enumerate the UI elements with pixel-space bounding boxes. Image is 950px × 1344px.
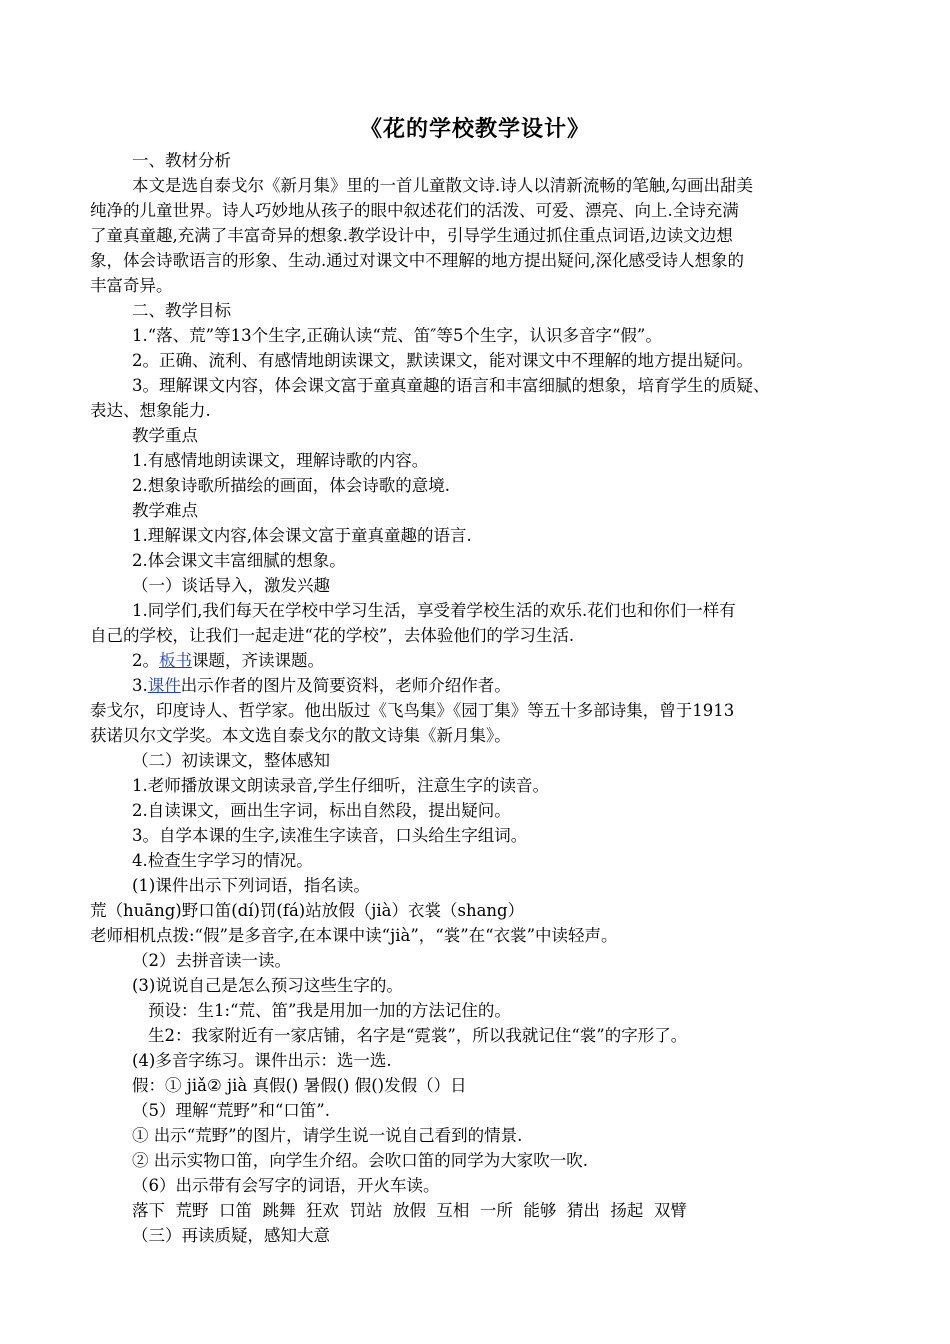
paragraph-line: 了童真童趣,充满了丰富奇异的想象.教学设计中，引导学生通过抓住重点词语,边读文边想 — [90, 226, 733, 245]
section-heading: （三）再读质疑，感知大意 — [132, 1226, 330, 1245]
paragraph-line — [132, 650, 324, 672]
line-rest: 出示作者的图片及简要资料，老师介绍作者。 — [180, 676, 511, 695]
section-heading: （二）初读课文，整体感知 — [132, 751, 330, 770]
paragraph-line: 表达、想象能力. — [90, 401, 211, 420]
paragraph-line: 2.自读课文，画出生字词，标出自然段，提出疑问。 — [132, 801, 511, 820]
banshu-link[interactable]: 板书 — [159, 651, 192, 670]
paragraph-line: 2.体会课文丰富细腻的想象。 — [132, 551, 346, 570]
paragraph-line: 丰富奇异。 — [90, 276, 173, 295]
paragraph-line: （6）出示带有会写字的词语，开火车读。 — [132, 1176, 440, 1195]
line-prefix: 3. — [132, 676, 148, 695]
paragraph-line: 纯净的儿童世界。诗人巧妙地从孩子的眼中叙述花们的活泼、可爱、漂亮、向上.全诗充满 — [90, 201, 739, 220]
paragraph-line: 假：① jiǎ② jià 真假() 暑假() 假()发假（）日 — [132, 1076, 467, 1095]
section-heading: 教学难点 — [132, 501, 198, 520]
paragraph-line: 2。正确、流利、有感情地朗读课文，默读课文，能对课文中不理解的地方提出疑问。 — [132, 351, 753, 370]
paragraph-line: 本文是选自泰戈尔《新月集》里的一首儿童散文诗.诗人以清新流畅的笔触,勾画出甜美 — [132, 176, 753, 195]
paragraph-line: 老师相机点拨:“假”是多音字,在本课中读“jià”，“裳”在“衣裳”中读轻声。 — [90, 926, 618, 945]
paragraph-line: (3)说说自己是怎么预习这些生字的。 — [132, 976, 403, 995]
document-title: 《花的学校教学设计》 — [359, 116, 590, 142]
paragraph-line: 4.检查生字学习的情况。 — [132, 851, 313, 870]
section-heading: 一、教材分析 — [132, 151, 231, 170]
paragraph-line: 自己的学校，让我们一起走进“花的学校”，去体验他们的学习生活. — [90, 626, 575, 645]
paragraph-line — [132, 675, 511, 697]
paragraph-line: （5）理解“荒野”和“口笛”. — [132, 1101, 330, 1120]
section-heading: （一）谈话导入，激发兴趣 — [132, 576, 330, 595]
paragraph-line: ① 出示“荒野”的图片，请学生说一说自己看到的情景. — [132, 1126, 523, 1145]
paragraph-line: 1.理解课文内容,体会课文富于童真童趣的语言. — [132, 526, 472, 545]
paragraph-line: 2.想象诗歌所描绘的画面，体会诗歌的意境. — [132, 476, 450, 495]
paragraph-line: 1.同学们,我们每天在学校中学习生活，享受着学校生活的欢乐.花们也和你们一样有 — [132, 601, 736, 620]
kejian-link[interactable]: 课件 — [147, 676, 181, 695]
paragraph-line: 泰戈尔，印度诗人、哲学家。他出版过《飞鸟集》《园丁集》等五十多部诗集，曾于1913 — [90, 701, 735, 720]
line-rest: 课题，齐读课题。 — [192, 651, 324, 670]
paragraph-line: ② 出示实物口笛，向学生介绍。会吹口笛的同学为大家吹一吹. — [132, 1151, 588, 1170]
section-heading: 教学重点 — [132, 426, 198, 445]
paragraph-line: 生2：我家附近有一家店铺，名字是“霓裳”，所以我就记住“裳”的字形了。 — [148, 1026, 688, 1045]
paragraph-line: 3。理解课文内容，体会课文富于童真童趣的语言和丰富细腻的想象，培育学生的质疑、 — [132, 376, 770, 395]
paragraph-line: 荒（huāng)野口笛(dí)罚(fá)站放假（jià）衣裳（shang） — [90, 901, 525, 920]
paragraph-line: (4)多音字练习。课件出示：选一选. — [132, 1051, 392, 1070]
paragraph-line: 1.“落、荒”等13个生字,正确认读“荒、笛″等5个生字，认识多音字“假”。 — [132, 326, 662, 345]
paragraph-line: （2）去拼音读一读。 — [132, 951, 291, 970]
paragraph-line: (1)课件出示下列词语，指名读。 — [132, 876, 370, 895]
paragraph-line: 1.老师播放课文朗读录音,学生仔细听，注意生字的读音。 — [132, 776, 549, 795]
paragraph-line: 3。自学本课的生字,读准生字读音，口头给生字组词。 — [132, 826, 528, 845]
section-heading: 二、教学目标 — [132, 301, 231, 320]
paragraph-line: 象，体会诗歌语言的形象、生动.通过对课文中不理解的地方提出疑问,深化感受诗人想象的 — [90, 251, 744, 270]
paragraph-line: 预设：生1:“荒、笛”我是用加一加的方法记住的。 — [148, 1001, 511, 1020]
line-prefix: 2。 — [132, 651, 159, 670]
word-list: 落下 荒野 口笛 跳舞 狂欢 罚站 放假 互相 一所 能够 猜出 扬起 双臂 — [132, 1201, 687, 1220]
paragraph-line: 1.有感情地朗读课文，理解诗歌的内容。 — [132, 451, 429, 470]
paragraph-line: 获诺贝尔文学奖。本文选自泰戈尔的散文诗集《新月集》。 — [90, 726, 511, 745]
